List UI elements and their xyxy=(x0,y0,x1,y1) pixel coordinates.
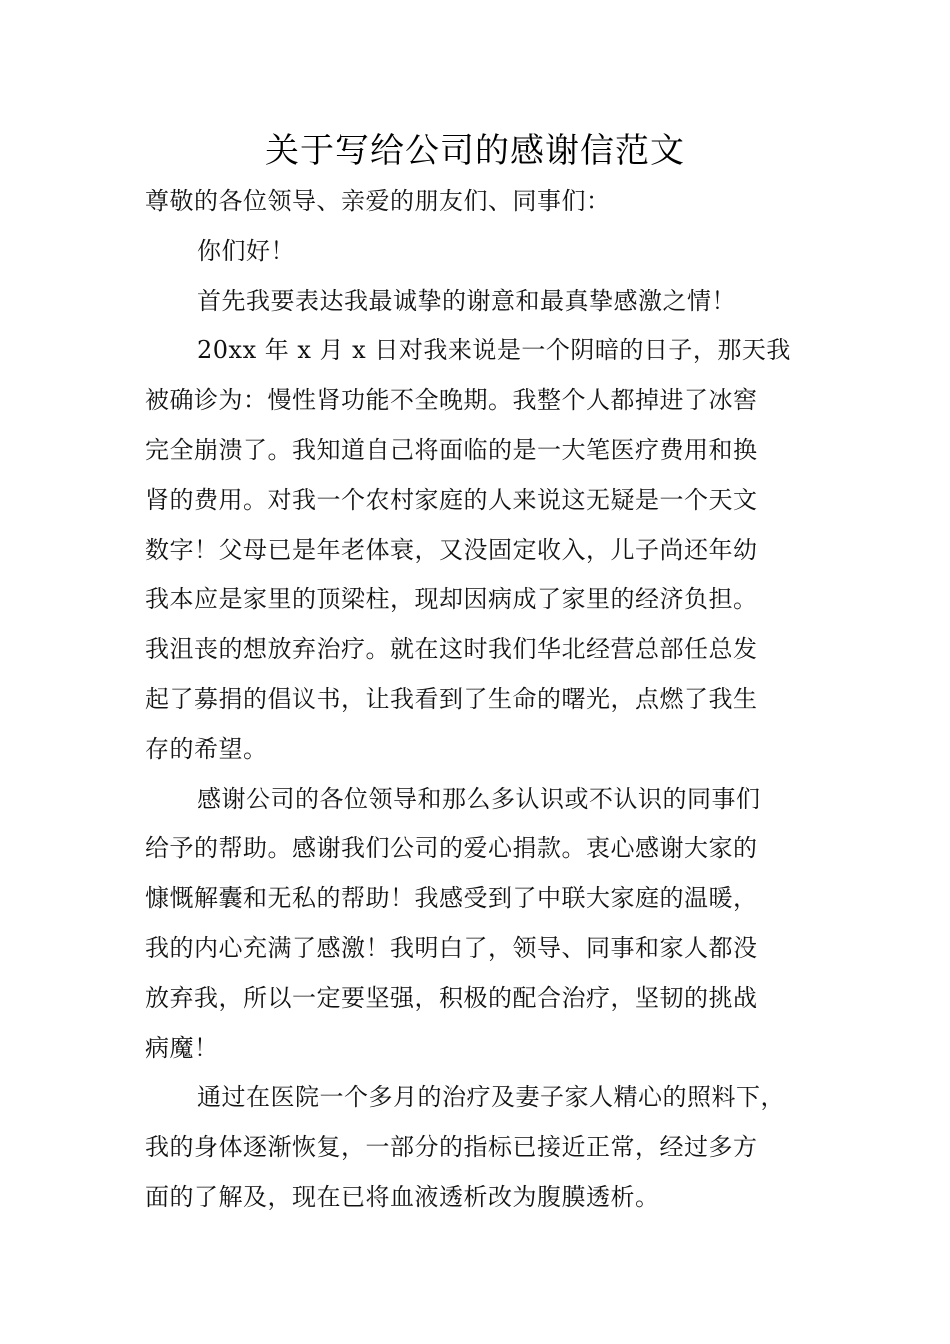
body-line: 放弃我，所以一定要坚强，积极的配合治疗，坚韧的挑战 xyxy=(145,983,758,1012)
body-line: 给予的帮助。感谢我们公司的爱心捐款。衷心感谢大家的 xyxy=(145,834,758,863)
body-line: 起了募捐的倡议书，让我看到了生命的曙光，点燃了我生 xyxy=(145,684,758,713)
body-line: 我的内心充满了感激！我明白了，领导、同事和家人都没 xyxy=(145,933,758,962)
body-line: 被确诊为：慢性肾功能不全晚期。我整个人都掉进了冰窖 xyxy=(145,386,758,415)
body-line: 你们好！ xyxy=(197,236,295,265)
body-line: 我的身体逐渐恢复，一部分的指标已接近正常，经过多方 xyxy=(145,1133,758,1162)
body-line: 尊敬的各位领导、亲爱的朋友们、同事们： xyxy=(145,187,611,215)
body-line: 存的希望。 xyxy=(145,734,268,763)
body-line: 完全崩溃了。我知道自己将面临的是一大笔医疗费用和换 xyxy=(145,435,758,464)
body-line: 我沮丧的想放弃治疗。就在这时我们华北经营总部任总发 xyxy=(145,635,758,664)
body-line: 数字！父母已是年老体衰，又没固定收入，儿子尚还年幼 xyxy=(145,535,758,564)
body-line: 首先我要表达我最诚挚的谢意和最真挚感激之情！ xyxy=(197,286,736,315)
document-title: 关于写给公司的感谢信范文 xyxy=(265,131,685,171)
document-body xyxy=(145,177,815,1223)
body-line: 面的了解及，现在已将血液透析改为腹膜透析。 xyxy=(145,1182,660,1211)
body-line: 病魔！ xyxy=(145,1033,219,1062)
body-line: 通过在医院一个多月的治疗及妻子家人精心的照料下， xyxy=(197,1083,785,1112)
body-line: 20xx 年 x 月 x 日对我来说是一个阴暗的日子，那天我 xyxy=(197,336,791,365)
body-line: 我本应是家里的顶梁柱，现却因病成了家里的经济负担。 xyxy=(145,585,758,614)
body-line: 肾的费用。对我一个农村家庭的人来说这无疑是一个天文 xyxy=(145,485,758,514)
body-line: 慷慨解囊和无私的帮助！我感受到了中联大家庭的温暖， xyxy=(145,884,758,913)
body-line: 感谢公司的各位领导和那么多认识或不认识的同事们 xyxy=(197,784,761,813)
